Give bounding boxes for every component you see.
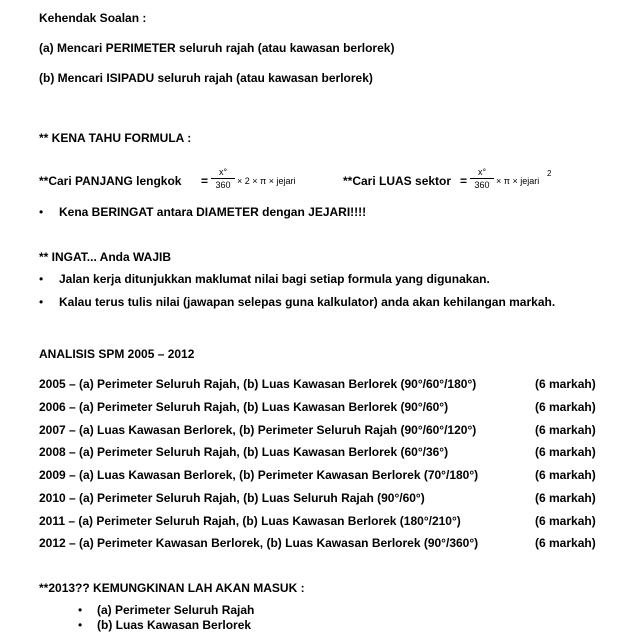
sector-equals: =	[460, 174, 468, 188]
task-a-text: (a) Mencari PERIMETER seluruh rajah (atau kawasan berlorek)	[39, 41, 395, 55]
analysis-row-desc: 2008 – (a) Perimeter Seluruh Rajah, (b) Luas Kawasan Berlorek (60°/36°)	[39, 445, 449, 459]
formula-heading: ** KENA TAHU FORMULA :	[39, 131, 192, 145]
sector-numerator: x°	[470, 166, 494, 179]
prediction-item: (b) Luas Kawasan Berlorek	[97, 618, 252, 632]
analysis-row-desc: 2012 – (a) Perimeter Kawasan Berlorek, (b) Luas Kawasan Berlorek (90°/360°)	[39, 536, 479, 550]
analysis-heading: ANALISIS SPM 2005 – 2012	[39, 347, 195, 361]
formula-row	[39, 166, 619, 200]
sector-fraction	[470, 166, 494, 191]
bullet-icon: •	[39, 295, 44, 309]
analysis-row-marks: (6 markah)	[535, 423, 596, 437]
analysis-row-marks: (6 markah)	[535, 491, 596, 505]
analysis-row-marks: (6 markah)	[535, 536, 596, 550]
sector-exponent: 2	[547, 169, 552, 178]
arc-numerator: x°	[211, 166, 235, 179]
task-b-text: (b) Mencari ISIPADU seluruh rajah (atau kawasan berlorek)	[39, 71, 373, 85]
arc-equals: =	[201, 174, 209, 188]
analysis-row-marks: (6 markah)	[535, 377, 596, 391]
analysis-row-desc: 2009 – (a) Luas Kawasan Berlorek, (b) Perimeter Kawasan Berlorek (70°/180°)	[39, 468, 479, 482]
bullet-icon: •	[78, 618, 83, 632]
prediction-heading: **2013?? KEMUNGKINAN LAH AKAN MASUK :	[39, 581, 305, 595]
bullet-icon: •	[39, 205, 44, 219]
warning-item: Jalan kerja ditunjukkan maklumat nilai bagi setiap formula yang digunakan.	[59, 272, 490, 286]
warning-heading: ** INGAT... Anda WAJIB	[39, 250, 172, 264]
warning-item: Kalau terus tulis nilai (jawapan selepas guna kalkulator) anda akan kehilangan markah.	[59, 295, 556, 309]
prediction-item: (a) Perimeter Seluruh Rajah	[97, 603, 255, 617]
analysis-row-desc: 2006 – (a) Perimeter Seluruh Rajah, (b) Luas Kawasan Berlorek (90°/60°)	[39, 400, 449, 414]
bullet-icon: •	[39, 272, 44, 286]
diameter-note: Kena BERINGAT antara DIAMETER dengan JEJARI!!!!	[59, 205, 367, 219]
sector-denominator: 360	[474, 180, 490, 190]
bullet-icon: •	[78, 603, 83, 617]
analysis-row-marks: (6 markah)	[535, 468, 596, 482]
analysis-row-marks: (6 markah)	[535, 400, 596, 414]
analysis-row-desc: 2007 – (a) Luas Kawasan Berlorek, (b) Perimeter Seluruh Rajah (90°/60°/120°)	[39, 423, 477, 437]
arc-length-label: **Cari PANJANG lengkok	[39, 174, 182, 188]
arc-fraction	[211, 166, 235, 191]
arc-formula-tail: × 2 × π × jejari	[237, 176, 296, 186]
analysis-row-marks: (6 markah)	[535, 514, 596, 528]
analysis-row-marks: (6 markah)	[535, 445, 596, 459]
sector-formula-tail: × π × jejari	[496, 176, 540, 186]
page-title: Kehendak Soalan :	[39, 11, 147, 25]
analysis-row-desc: 2011 – (a) Perimeter Seluruh Rajah, (b) Luas Kawasan Berlorek (180°/210°)	[39, 514, 461, 528]
analysis-row-desc: 2010 – (a) Perimeter Seluruh Rajah, (b) Luas Seluruh Rajah (90°/60°)	[39, 491, 425, 505]
analysis-row-desc: 2005 – (a) Perimeter Seluruh Rajah, (b) Luas Kawasan Berlorek (90°/60°/180°)	[39, 377, 477, 391]
arc-denominator: 360	[215, 180, 231, 190]
sector-area-label: **Cari LUAS sektor	[343, 174, 452, 188]
